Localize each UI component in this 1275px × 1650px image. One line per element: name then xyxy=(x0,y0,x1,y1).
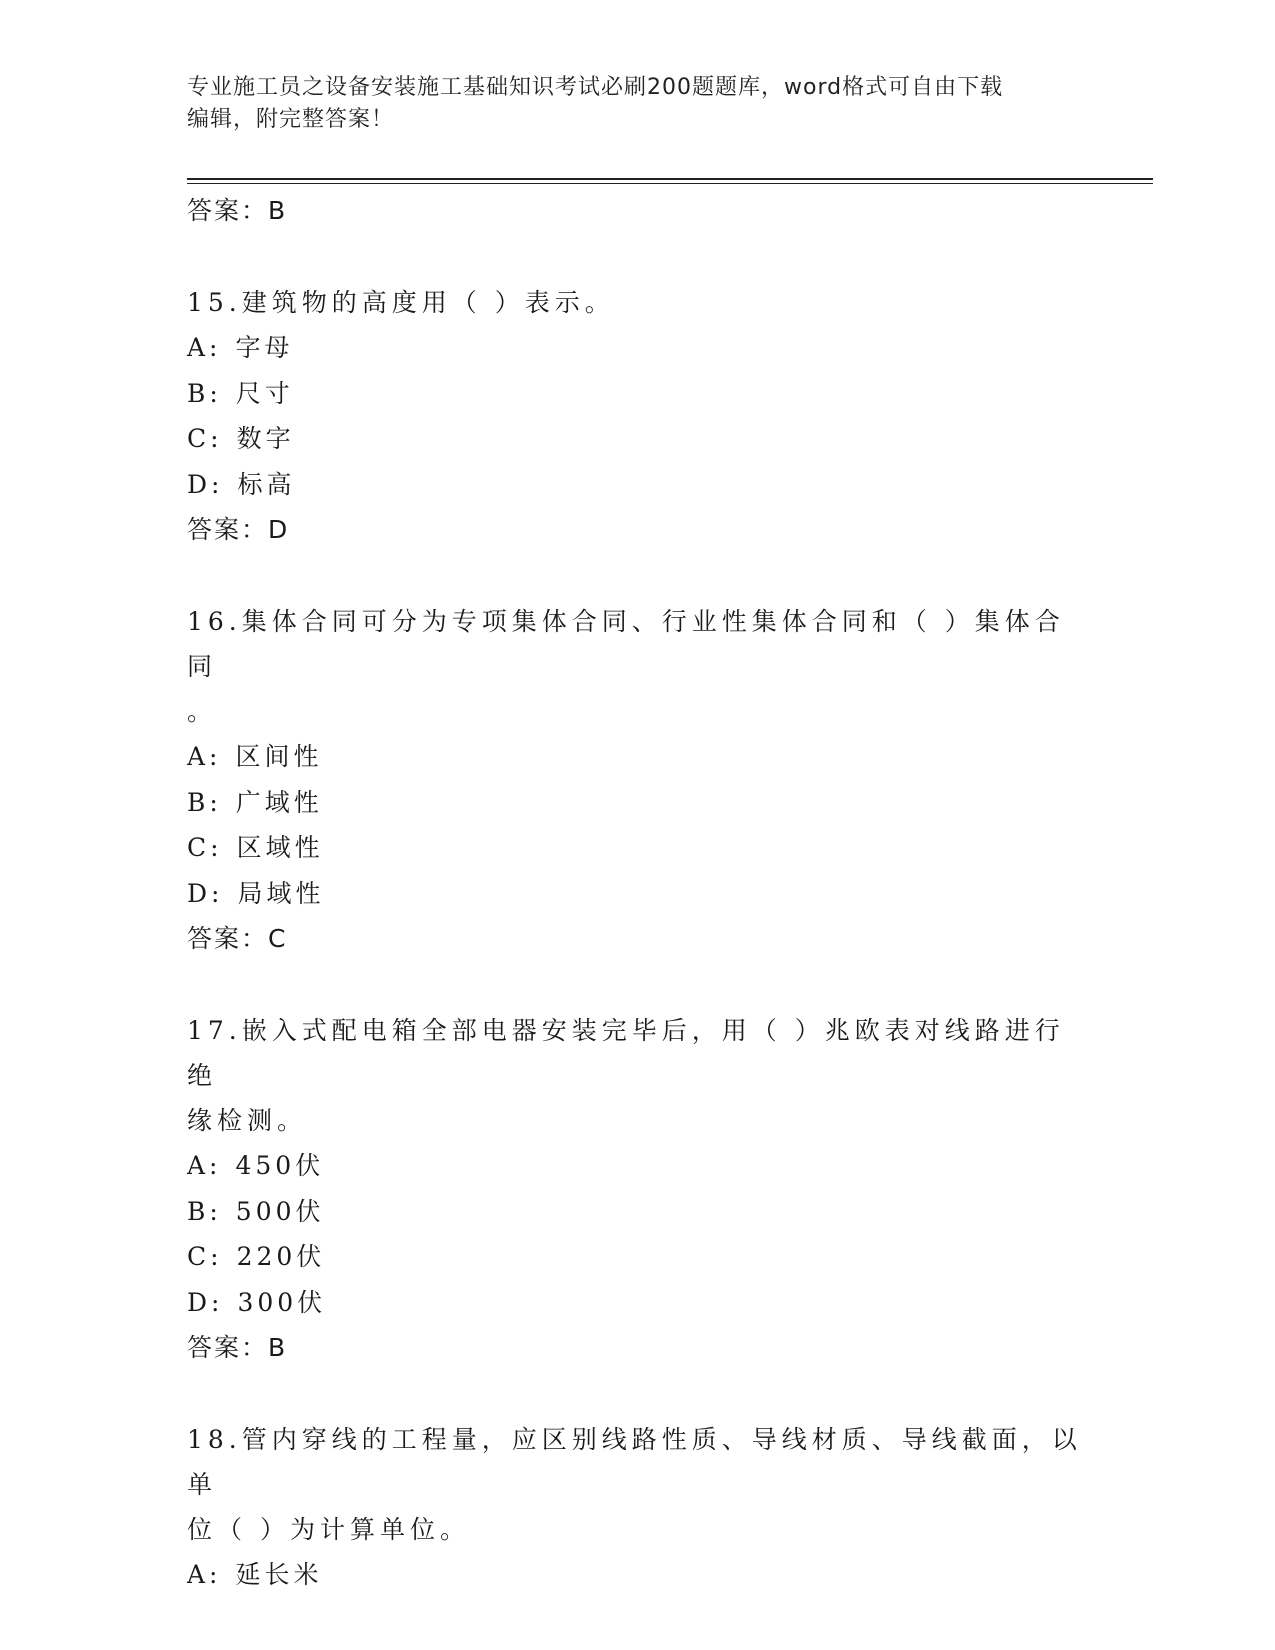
option-c xyxy=(187,416,1087,462)
question-text-line-1: 17.嵌入式配电箱全部电器安装完毕后，用（ ）兆欧表对线路进行绝 xyxy=(187,1016,1065,1090)
option-text: 数字 xyxy=(236,424,295,453)
question-text-line-2: 位（ ）为计算单位。 xyxy=(187,1515,470,1544)
question-list xyxy=(187,188,1087,1598)
option-c xyxy=(187,1234,1087,1280)
question-text: 15.建筑物的高度用（ ）表示。 xyxy=(187,288,615,317)
question-text-line-1: 16.集体合同可分为专项集体合同、行业性集体合同和（ ）集体合同 xyxy=(187,607,1065,681)
option-text: 延长米 xyxy=(235,1560,323,1589)
option-label: B: xyxy=(187,1196,222,1226)
option-label: C: xyxy=(187,1242,223,1271)
answer: 答案：C xyxy=(187,924,288,953)
option-d xyxy=(187,462,1087,508)
option-text: 局域性 xyxy=(237,878,325,908)
option-label: D: xyxy=(187,1287,224,1317)
answer: 答案：B xyxy=(187,1333,288,1362)
spacer xyxy=(187,1371,1087,1417)
option-b xyxy=(187,1189,1087,1235)
header-title-line-2: 编辑，附完整答案！ xyxy=(187,107,395,132)
question-16 xyxy=(187,599,1087,962)
option-text: 字母 xyxy=(235,333,294,362)
option-a xyxy=(187,325,1087,371)
option-label: B: xyxy=(187,378,222,408)
option-b xyxy=(187,780,1087,826)
option-label: A: xyxy=(187,1151,222,1180)
option-a xyxy=(187,1552,1087,1598)
option-b xyxy=(187,371,1087,417)
option-a xyxy=(187,1143,1087,1189)
option-label: C: xyxy=(187,424,223,453)
option-text: 区域性 xyxy=(236,833,324,862)
option-text: 220伏 xyxy=(236,1242,326,1271)
option-label: A: xyxy=(187,333,222,362)
option-text: 广域性 xyxy=(235,787,323,817)
option-d xyxy=(187,1280,1087,1326)
question-15 xyxy=(187,280,1087,553)
header-divider-thin xyxy=(187,183,1153,184)
option-text: 450伏 xyxy=(235,1151,325,1180)
question-text-line-1: 18.管内穿线的工程量，应区别线路性质、导线材质、导线截面，以单 xyxy=(187,1425,1082,1499)
option-c xyxy=(187,825,1087,871)
option-a xyxy=(187,734,1087,780)
option-label: A: xyxy=(187,1560,222,1589)
header-title-line-1: 专业施工员之设备安装施工基础知识考试必刷200题题库，word格式可自由下载 xyxy=(187,75,1004,100)
question-text-line-2: 缘检测。 xyxy=(187,1106,308,1135)
option-text: 区间性 xyxy=(235,742,323,771)
option-text: 尺寸 xyxy=(235,378,294,408)
question-17 xyxy=(187,1008,1087,1371)
document-header xyxy=(187,72,1087,136)
question-18 xyxy=(187,1417,1087,1598)
answer-previous-question: 答案：B xyxy=(187,196,288,225)
spacer xyxy=(187,962,1087,1008)
header-divider-thick xyxy=(187,178,1153,180)
option-label: D: xyxy=(187,878,224,908)
option-label: A: xyxy=(187,742,222,771)
option-text: 500伏 xyxy=(235,1196,325,1226)
option-label: D: xyxy=(187,469,224,499)
option-text: 标高 xyxy=(237,469,296,499)
question-text-line-2: 。 xyxy=(187,697,218,726)
option-text: 300伏 xyxy=(237,1287,327,1317)
option-label: B: xyxy=(187,787,222,817)
spacer xyxy=(187,234,1087,280)
option-d xyxy=(187,871,1087,917)
spacer xyxy=(187,553,1087,599)
option-label: C: xyxy=(187,833,223,862)
answer: 答案：D xyxy=(187,515,290,544)
